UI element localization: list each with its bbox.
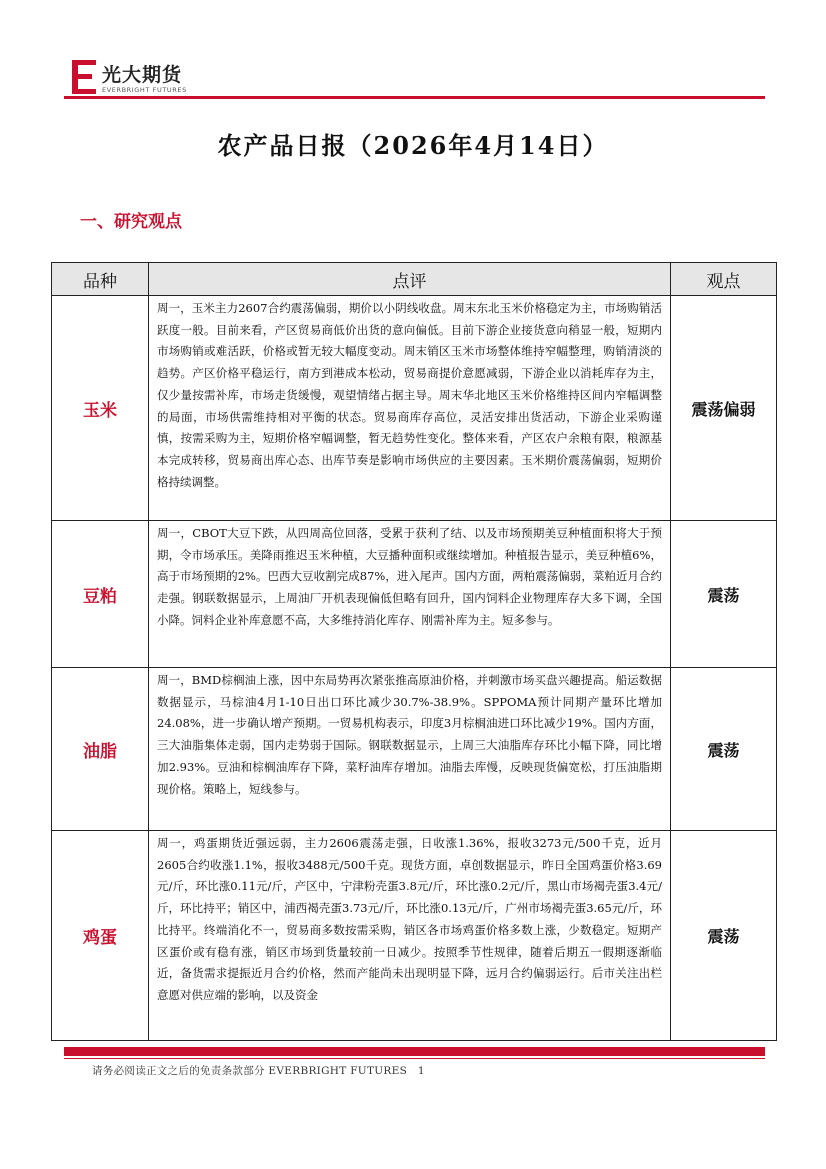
header-comment: 点评 (149, 263, 671, 296)
table-header-row (52, 263, 777, 296)
row-comment: 周一，鸡蛋期货近强远弱，主力2606震荡走强，日收涨1.36%，报收3273元/500千克，近月2605合约收涨1.1%，报收3488元/500千克。现货方面，卓创数据显示，昨日全国鸡蛋价格3.69元/斤，环比涨0.11元/斤，产区中，宁津粉壳蛋3.8元/斤，环比涨0.2元/斤，黑山市场褐壳蛋3.4元/斤，环比持平；销区中，浦西褐壳蛋3.73元/斤，环比涨0.13元/斤，广州市场褐壳蛋3.65元/斤，环比持平。终端消化不一，贸易商多数按需采购，销区各市场鸡蛋价格多数上涨，少数稳定。短期产区蛋价或有稳有涨，销区市场到货量较前一日减少。按照季节性规律，随着后期五一假期逐渐临近，备货需求提振近月合约价格，然而产能尚未出现明显下降，远月合约偏弱运行。后市关注出栏意愿对供应端的影响，以及资金 (149, 831, 671, 1041)
row-category: 鸡蛋 (52, 831, 149, 1041)
row-view: 震荡 (671, 831, 777, 1041)
row-category: 豆粕 (52, 521, 149, 668)
row-view: 震荡 (671, 521, 777, 668)
row-comment: 周一，CBOT大豆下跌，从四周高位回落，受累于获利了结、以及市场预期美豆种植面积将大于预期，令市场承压。美降雨推迟玉米种植，大豆播种面积或继续增加。种植报告显示，美豆种植6%，高于市场预期的2%。巴西大豆收割完成87%，进入尾声。国内方面，两粕震荡偏弱，菜粕近月合约走强。钢联数据显示，上周油厂开机表现偏低但略有回升，国内饲料企业物理库存大多下调，全国小降。饲料企业补库意愿不高，大多维持消化库存、刚需补库为主。短多参与。 (149, 521, 671, 668)
row-view: 震荡 (671, 668, 777, 831)
company-logo (72, 60, 212, 100)
table-row (52, 831, 777, 1041)
section-heading: 一、研究观点 (80, 212, 182, 232)
row-comment: 周一，BMD棕榈油上涨，因中东局势再次紧张推高原油价格，并刺激市场买盘兴趣提高。船运数据数据显示，马棕油4月1-10日出口环比减少30.7%-38.9%。SPPOMA预计同期产量环比增加24.08%，进一步确认增产预期。一贸易机构表示，印度3月棕榈油进口环比减少19%。国内方面，三大油脂集体走弱，国内走势弱于国际。钢联数据显示，上周三大油脂库存环比小幅下降，同比增加2.93%。豆油和棕榈油库存下降，菜籽油库存增加。油脂去库慢，反映现货偏宽松，打压油脂期现价格。策略上，短线参与。 (149, 668, 671, 831)
research-view-table (51, 262, 777, 1041)
footer-divider (64, 1047, 765, 1056)
table-row (52, 521, 777, 668)
header-category: 品种 (52, 263, 149, 296)
header-view: 观点 (671, 263, 777, 296)
report-title: 农产品日报（2026年4月14日） (217, 131, 609, 160)
row-category: 油脂 (52, 668, 149, 831)
header-divider (64, 96, 765, 99)
row-comment: 周一，玉米主力2607合约震荡偏弱，期价以小阴线收盘。周末东北玉米价格稳定为主，市场购销活跃度一般。目前来看，产区贸易商低价出货的意向偏低。目前下游企业接货意向稍显一般，短期内市场购销或难活跃，价格或暂无较大幅度变动。周末销区玉米市场整体维持窄幅整理，购销清淡的趋势。产区价格平稳运行，南方到港成本松动，贸易商提价意愿减弱，下游企业以消耗库存为主，仅少量按需补库，市场走货缓慢，观望情绪占据主导。周末华北地区玉米价格维持区间内窄幅调整的局面，市场供需维持相对平衡的状态。贸易商库存高位，灵活安排出货活动，下游企业采购谨慎，按需采购为主，短期价格窄幅调整，暂无趋势性变化。整体来看，产区农户余粮有限，粮源基本完成转移，贸易商出库心态、出库节奏是影响市场供应的主要因素。玉米期价震荡偏弱，短期价格持续调整。 (149, 296, 671, 521)
table-row (52, 668, 777, 831)
logo-chinese-name: 光大期货 (102, 64, 183, 86)
footer-disclaimer: 请务必阅读正文之后的免责条款部分 EVERBRIGHT FUTURES 1 (92, 1065, 425, 1077)
row-category: 玉米 (52, 296, 149, 521)
table-row (52, 296, 777, 521)
logo-mark-icon (72, 60, 96, 94)
logo-english-name: EVERBRIGHT FUTURES (102, 86, 187, 94)
row-view: 震荡偏弱 (671, 296, 777, 521)
